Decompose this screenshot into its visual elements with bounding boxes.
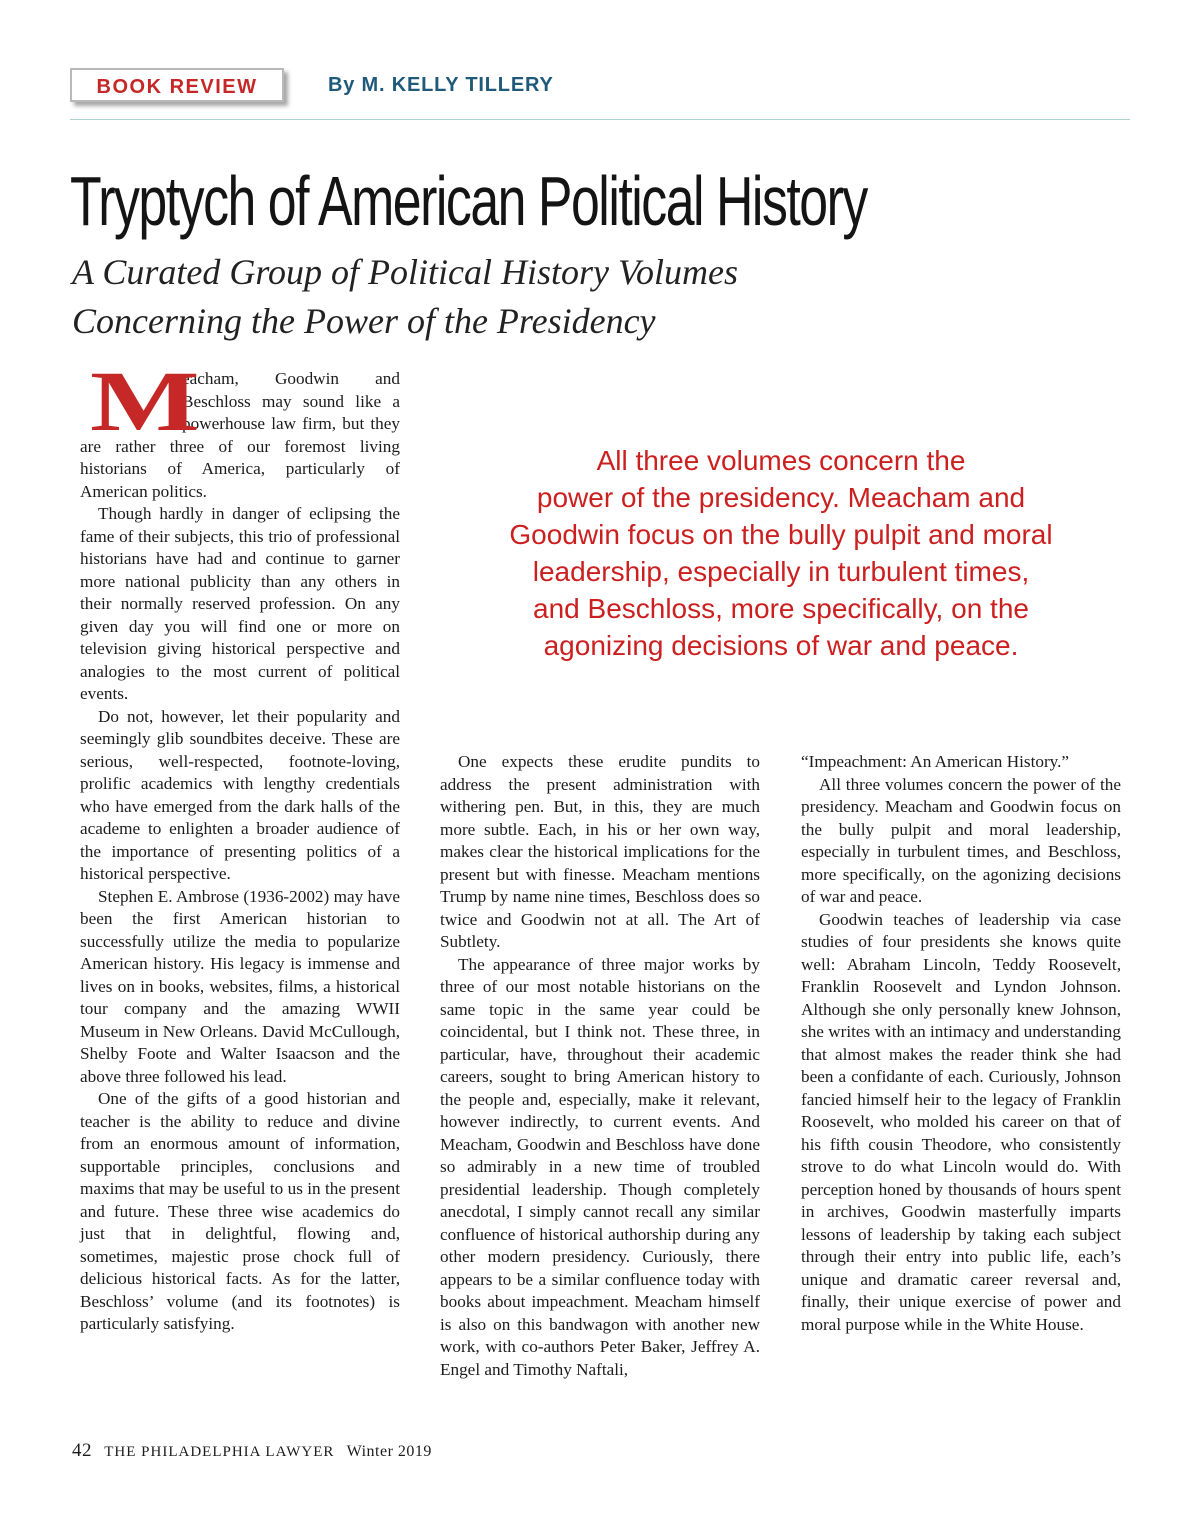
- column-2: [440, 751, 760, 1381]
- paragraph: The appearance of three major works by three of our most notable historians on the same topic in the same year could be coincidental, but I think not. These three, in particular, have, throughout their academic careers, sought to bring American history to the people and, especially, make it relevant, however indirectly, to current events. And Meacham, Goodwin and Beschloss have done so admirably in a new time of troubled presidential leadership. Though completely anecdotal, I simply cannot recall any similar confluence of historical authorship during any other modern presidency. Curiously, there appears to be a similar confluence today with books about impeachment. Meacham himself is also on this bandwagon with another new work, with co-authors Peter Baker, Jeffrey A. Engel and Timothy Naftali,: [440, 954, 760, 1379]
- byline: By M. KELLY TILLERY: [328, 74, 554, 96]
- paragraph: One of the gifts of a good historian and teacher is the ability to reduce and divine from an enormous amount of information, supportable principles, conclusions and maxims that may be useful to us in the present and future. These three wise academics do just that in delightful, flowing and, sometimes, majestic prose chock full of delicious historical facts. As for the latter, Beschloss’ volume (and its footnotes) is particularly satisfying.: [80, 1089, 400, 1333]
- page-footer: [72, 1440, 432, 1462]
- subtitle-line-1: A Curated Group of Political History Volumes: [72, 252, 738, 292]
- paragraph: Do not, however, let their popularity and seemingly glib soundbites deceive. These are serious, well-respected, footnote-loving, prolific academics with lengthy credentials who have emerged from the dark halls of the academe to enlighten a broader audience of the importance of presenting politics of a historical perspective.: [80, 706, 400, 883]
- pull-quote-line: agonizing decisions of war and peace.: [543, 630, 1019, 661]
- column-1: [80, 353, 400, 1336]
- paragraph: Stephen E. Ambrose (1936-2002) may have been the first American historian to successfully utilize the media to popularize American history. His legacy is immense and lives on in books, websites, films, a historical tour company and the amazing WWII Museum in New Orleans. David McCullough, Shelby Foote and Walter Isaacson and the above three followed his lead.: [80, 886, 400, 1086]
- issue-date: Winter 2019: [346, 1443, 432, 1460]
- paragraph: One expects these erudite pundits to address the present administration with withering pen. But, in this, they are much more subtle. Each, in his or her own way, makes clear the historical implications for the present but with finesse. Meacham mentions Trump by name nine times, Beschloss does so twice and Goodwin not at all. The Art of Subtlety.: [440, 752, 760, 951]
- subtitle-line-2: Concerning the Power of the Presidency: [72, 301, 656, 341]
- pull-quote-line: power of the presidency. Meacham and: [536, 482, 1026, 513]
- drop-cap: M: [89, 353, 200, 449]
- pull-quote-line: All three volumes concern the: [596, 445, 966, 476]
- column-3: [801, 751, 1121, 1336]
- pull-quote-line: and Beschloss, more specifically, on the: [533, 593, 1029, 624]
- header-rule: [70, 119, 1130, 120]
- paragraph: Though hardly in danger of eclipsing the fame of their subjects, this trio of professional historians have had and continue to garner more national publicity than any others in their normally reserved profession. On any given day you will find one or more on television giving historical perspective and analogies to the most current of political events.: [80, 504, 400, 703]
- paragraph: eacham, Goodwin and Beschloss may sound like a powerhouse law firm, but they are rather three of our foremost living historians of America, particularly of American politics.: [80, 369, 400, 501]
- pull-quote-line: Goodwin focus on the bully pulpit and moral: [509, 519, 1053, 550]
- publication-name: THE PHILADELPHIA LAWYER: [104, 1444, 335, 1460]
- pull-quote: [460, 442, 1102, 664]
- section-tag: BOOK REVIEW: [70, 68, 284, 102]
- article-title: Tryptych of American Political History: [70, 162, 867, 240]
- pull-quote-line: leadership, especially in turbulent times,: [532, 556, 1030, 587]
- page-number: 42: [72, 1440, 92, 1461]
- paragraph: Goodwin teaches of leadership via case studies of four presidents she knows quite well: Abraham Lincoln, Teddy Roosevelt, Franklin Roosevelt and Lyndon Johnson. Although she only personally knew Johnson, she writes with an intimacy and understanding that almost makes the reader think she had been a confidante of each. Curiously, Johnson fancied himself heir to the legacy of Franklin Roosevelt, who molded his career on that of his fifth cousin Theodore, who consistently strove to do what Lincoln would do. With perception honed by thousands of hours spent in archives, Goodwin masterfully imparts lessons of leadership by taking each subject through their entry into public life, each’s unique and dramatic career reversal and, finally, their unique exercise of power and moral purpose while in the White House.: [801, 909, 1121, 1334]
- article-subtitle: [72, 248, 972, 346]
- paragraph: “Impeachment: An American History.”: [801, 752, 1070, 771]
- paragraph: All three volumes concern the power of the presidency. Meacham and Goodwin focus on the bully pulpit and moral leadership, especially in turbulent times, and Beschloss, more specifically, on the agonizing decisions of war and peace.: [801, 774, 1121, 906]
